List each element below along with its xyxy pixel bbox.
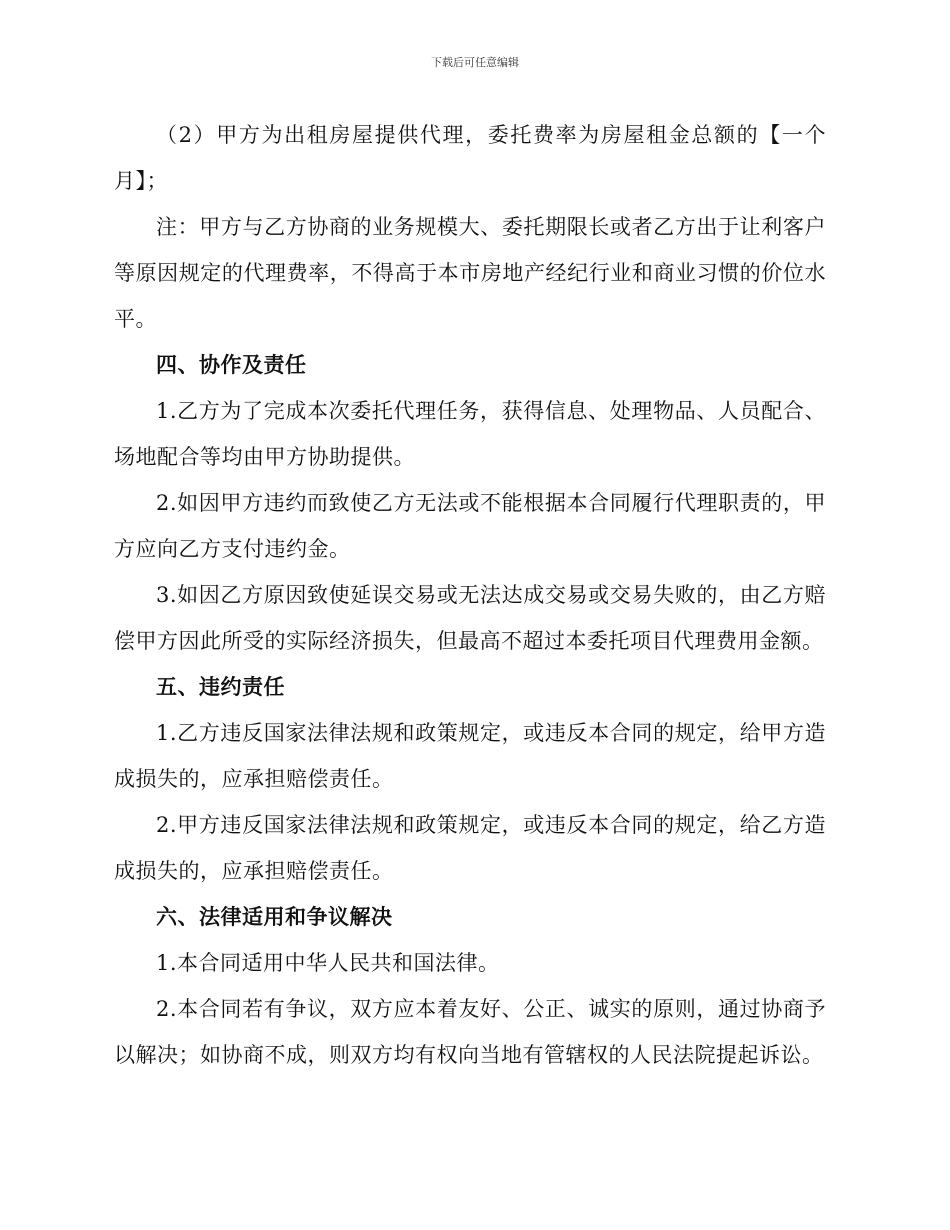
section-heading-cooperation: 四、协作及责任 <box>156 353 307 377</box>
section-heading-breach: 五、违约责任 <box>156 675 285 699</box>
paragraph-note: 注：甲方与乙方协商的业务规模大、委托期限长或者乙方出于让利客户等原因规定的代理费率，不得高于本市房地产经纪行业和商业习惯的价位水平。 <box>114 215 826 331</box>
document-body <box>114 112 826 1078</box>
paragraph-cooperation-3: 3.如因乙方原因致使延误交易或无法达成交易或交易失败的，由乙方赔偿甲方因此所受的实际经济损失，但最高不超过本委托项目代理费用金额。 <box>114 583 826 653</box>
paragraph-fee-rate: （2）甲方为出租房屋提供代理，委托费率为房屋租金总额的【一个月】； <box>114 123 826 193</box>
paragraph-cooperation-1: 1.乙方为了完成本次委托代理任务，获得信息、处理物品、人员配合、场地配合等均由甲方协助提供。 <box>114 399 826 469</box>
paragraph-law-1: 1.本合同适用中华人民共和国法律。 <box>156 951 500 975</box>
paragraph-law-2: 2.本合同若有争议，双方应本着友好、公正、诚实的原则，通过协商予以解决；如协商不成，则双方均有权向当地有管辖权的人民法院提起诉讼。 <box>114 997 826 1067</box>
paragraph-cooperation-2: 2.如因甲方违约而致使乙方无法或不能根据本合同履行代理职责的，甲方应向乙方支付违约金。 <box>114 491 826 561</box>
paragraph-breach-2: 2.甲方违反国家法律法规和政策规定，或违反本合同的规定，给乙方造成损失的，应承担赔偿责任。 <box>114 813 826 883</box>
section-heading-law: 六、法律适用和争议解决 <box>156 905 393 929</box>
header-note: 下载后可任意编辑 <box>431 56 519 69</box>
paragraph-breach-1: 1.乙方违反国家法律法规和政策规定，或违反本合同的规定，给甲方造成损失的，应承担赔偿责任。 <box>114 721 826 791</box>
